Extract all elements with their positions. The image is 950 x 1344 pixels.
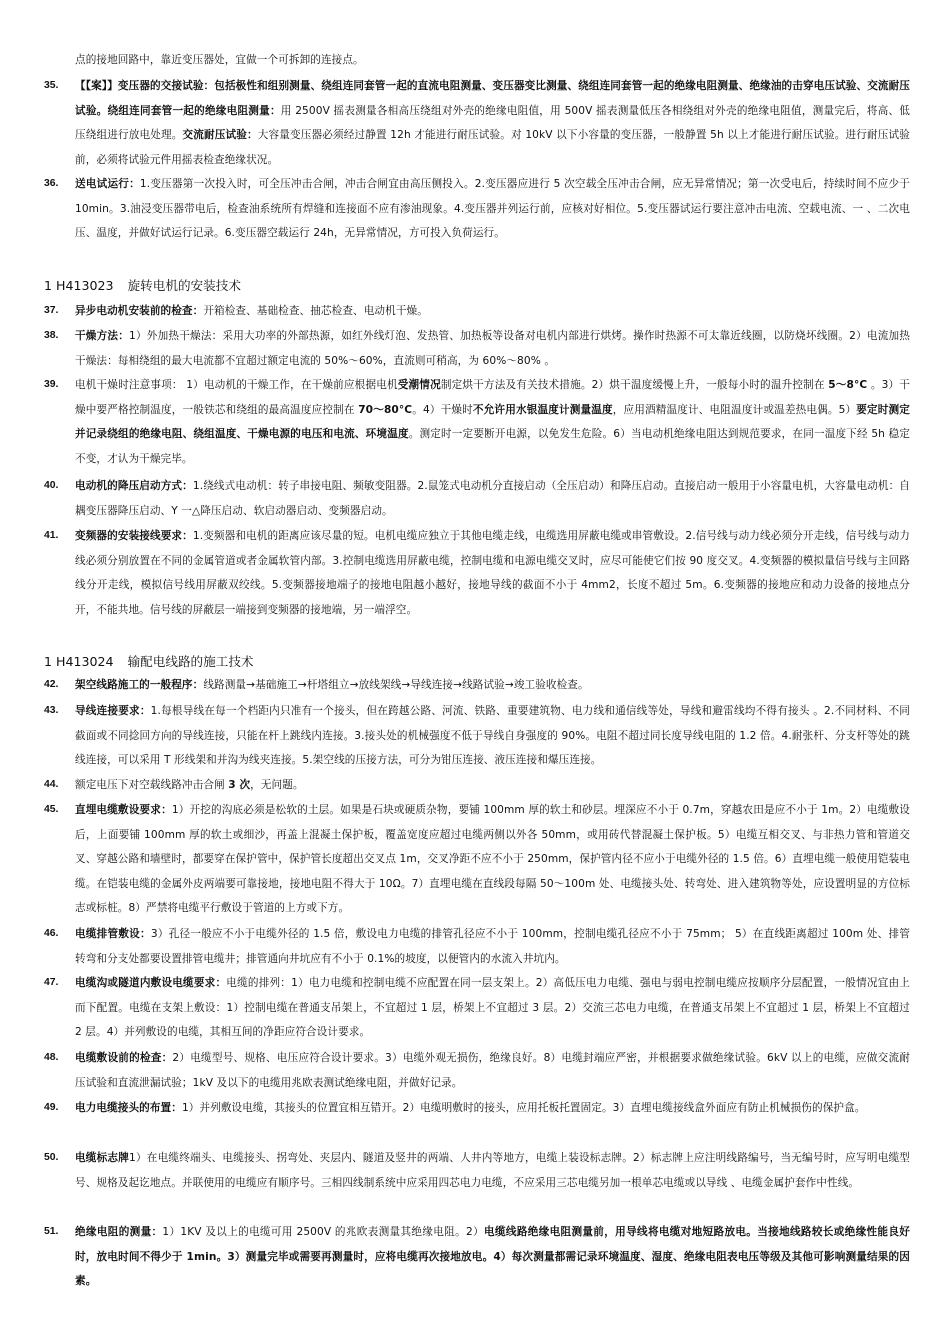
bold-text: 要定时测定并记录绕组的绝缘电阻、绕组温度、干燥电源的电压和电流、环境温度 <box>75 403 910 440</box>
item-number: 49. <box>44 1102 59 1113</box>
item-number: 44. <box>44 779 59 790</box>
bold-text: 电动机的降压启动方式： <box>75 480 193 492</box>
bold-text: 电缆沟或隧道内敷设电缆要求： <box>75 977 227 989</box>
section-heading <box>44 276 241 296</box>
body-text: 1）在电缆终端头、电缆接头、拐弯处、夹层内、隧道及竖井的两端、人井内等地方，电缆上装设标志牌。2）标志牌上应注明线路编号，当无编号时，应写明电缆型号、规格及起讫地点。并联使用的电缆应有顺序号。三相四线制系统中应采用四芯电力电缆，不应采用三芯电缆另加一根单芯电缆或以导线 、电缆金属护套作中性线。 <box>75 1152 910 1189</box>
item-number: 40. <box>44 480 59 491</box>
body-text: 额定电压下对空载线路冲击合闸 <box>75 779 229 791</box>
section-code: 1 H413023 <box>44 278 114 293</box>
body-text: 用 2500V 摇表测量各相高压绕组对外壳的绝缘电阻值，用 500V 摇表测量低压各相绕组对外壳的绝缘电阻值，测量完后，将高、低压绕组进行放电处理。 <box>75 104 910 141</box>
item-45 <box>75 798 910 921</box>
bold-text: 3 次 <box>228 779 251 791</box>
item-number: 46. <box>44 928 59 939</box>
body-text: 3）孔径一般应不小于电缆外径的 1.5 倍，敷设电力电缆的排管孔径应不小于 100mm，控制电缆孔径应不小于 75mm； 5）在直线距离超过 100m 处、排管转弯和分支处都要设置排管电缆井；排管通向井坑应有不小于 0.1%的坡度，以便管内的水流入井坑内。 <box>75 928 911 965</box>
body-text: 1）开挖的沟底必须是松软的土层。如果是石块或硬质杂物，要铺 100mm 厚的软土和砂层。埋深应不小于 0.7m，穿越农田是应不小于 1m。2）电缆敷设后，上面要铺 100mm 厚的软土或细沙，再盖上混凝土保护板，覆盖宽度应超过电缆两侧以外各 50mm，或用砖代替混凝土保护板。5）电缆互相交叉、与非热力管和管道交叉、穿越公路和墙壁时，都要穿在保护管中，保护管长度超出交叉点 1m，交叉净距不应不小于 250mm，保护管内径不应小于电缆外径的 1.5 倍。6）直埋电缆一般使用铠装电缆。在铠装电缆的金属外皮两端要可靠接地，接地电阻不得大于 10Ω。7）直埋电缆在直线段每隔 50～100m 处、电缆接头处、转弯处、进入建筑物等处，应设置明显的方位标志或标桩。8）严禁将电缆平行敷设于管道的上方或下方。 <box>75 804 910 914</box>
item-number: 45. <box>44 804 59 815</box>
continuation-line: 点的接地回路中，靠近变压器处，宜做一个可拆卸的连接点。 <box>75 54 364 66</box>
item-47 <box>75 971 910 1045</box>
item-46 <box>75 922 910 971</box>
body-text: 2）电缆型号、规格、电压应符合设计要求。3）电缆外观无损伤，绝缘良好。8）电缆封端应严密，并根据要求做绝缘试验。6kV 以上的电缆，应做交流耐压试验和直流泄漏试验；1kV 及以下的电缆用兆欧表测试绝缘电阻，并做好记录。 <box>75 1052 910 1089</box>
item-number: 50. <box>44 1152 59 1163</box>
item-51 <box>75 1220 910 1294</box>
body-text: 。测定时一定要断开电源，以免发生危险。6）当电动机绝缘电阻达到规范要求，在同一温度下经 5h 稳定不变，才认为干燥完毕。 <box>75 428 910 465</box>
item-number: 42. <box>44 679 59 690</box>
item-39 <box>75 373 910 471</box>
item-35 <box>75 74 910 172</box>
item-number: 41. <box>44 530 59 541</box>
body-text: 电缆的排列：1）电力电缆和控制电缆不应配置在同一层支架上。2）高低压电力电缆、强电与弱电控制电缆应按顺序分层配置，一般情况宜由上而下配置。电缆在支架上敷设：1）控制电缆在普通支吊架上，不宜超过 1 层，桥架上不宜超过 3 层。2）交流三芯电力电缆，在普通支吊架上不宜超过 1 层，桥架上不宜超过 2 层。4）并列敷设的电缆，其相互间的净距应符合设计要求。 <box>75 977 910 1038</box>
item-36 <box>75 172 910 246</box>
item-number: 43. <box>44 705 59 716</box>
body-text: 1）1KV 及以上的电缆可用 2500V 的兆欧表测量其绝缘电阻。2） <box>162 1226 485 1238</box>
body-text: 1）并列敷设电缆，其接头的位置宜相互错开。2）电缆明敷时的接头，应用托板托置固定。3）直埋电缆接线盒外面应有防止机械损伤的保护盒。 <box>181 1102 866 1114</box>
body-text: 开箱检查、基础检查、抽芯检查、电动机干燥。 <box>203 305 428 317</box>
bold-text: 5～8°C <box>828 379 868 391</box>
item-number: 37. <box>44 305 59 316</box>
section-title: 输配电线路的施工技术 <box>127 654 254 669</box>
bold-text: 送电试运行： <box>75 178 140 190</box>
item-43 <box>75 699 910 773</box>
item-38 <box>75 324 910 373</box>
body-text: 大容量变压器必须经过静置 12h 才能进行耐压试验。对 10kV 以下小容量的变压器，一般静置 5h 以上才能进行耐压试验。进行耐压试验前，必须将试验元件用摇表检查绝缘状况。 <box>75 129 910 166</box>
item-number: 38. <box>44 330 59 341</box>
item-42 <box>75 673 910 698</box>
bold-text: 直埋电缆敷设要求： <box>75 804 172 816</box>
body-text: 线路测量→基础施工→杆塔组立→放线架线→导线连接→线路试验→竣工验收检查。 <box>203 679 589 691</box>
body-text: 1.每根导线在每一个档距内只准有一个接头，但在跨越公路、河流、铁路、重要建筑物、电力线和通信线等处，导线和避雷线均不得有接头 。2.不同材料、不同截面或不同捻回方向的导线连接，只能在杆上跳线内连接。3.接头处的机械强度不低于导线自身强度的 90%。电阻不超过同长度导线电阻的 1.2 倍。4.耐张杆、分支杆等处的跳线连接，可以采用 T 形线架和并沟为线夹连接。5.架空线的压接方法，可分为钳压连接、液压连接和爆压连接。 <box>75 705 910 766</box>
bold-text: 变频器的安装接线要求： <box>75 530 193 542</box>
item-number: 48. <box>44 1052 59 1063</box>
bold-text: 电缆标志牌 <box>75 1152 130 1164</box>
item-37 <box>75 299 910 324</box>
item-number: 36. <box>44 178 59 189</box>
body-text: 。3）干燥中要严格控制温度，一般铁芯和绕组的最高温度应控制在 <box>75 379 910 416</box>
bold-text: 【【案】】变压器的交接试验：包括极性和组别测量、绕组连同套管一起的直流电阻测量、变压器变比测量、绕组连同套管一起的绝缘电阻测量、绝缘油的击穿电压试验、交流耐压试验。绕组连同套管一起的绝缘电阻测量： <box>75 80 910 117</box>
body-text: 制定烘干方法及有关技术措施。2）烘干温度缓慢上升，一般每小时的温升控制在 <box>440 379 829 391</box>
body-text: 1.绕线式电动机：转子串接电阻、频敏变阻器。2.鼠笼式电动机分直接启动（全压启动）和降压启动。直接启动一般用于小容量电机，大容量电动机：自耦变压器降压启动、Y 一△降压启动、软启动器启动、变频器启动。 <box>75 480 910 517</box>
bold-text: 导线连接要求： <box>75 705 151 717</box>
item-40 <box>75 474 910 523</box>
bold-text: 电缆线路绝缘电阻测量前，用导线将电缆对地短路放电。当接地线路较长或绝缘性能良好时，放电时间不得少于 1min。3）测量完毕或需要再测量时，应将电缆再次接地放电。4）每次测量都需记录环境温度、湿度、绝缘电阻表电压等级及其他可影响测量结果的因素。 <box>75 1226 910 1287</box>
body-text: 1.变压器第一次投入时，可全压冲击合闸，冲击合闸宜由高压侧投入。2.变压器应进行 5 次空载全压冲击合闸，应无异常情况；第一次受电后，持续时间不应少于 10min。3.油浸变压器带电后，检查油系统所有焊缝和连接面不应有渗油现象。4.变压器并列运行前，应核对好相位。5.变压器试运行要注意冲击电流、空载电流、一 、二次电压、温度，并做好试运行记录。6.变压器空载运行 24h，无异常情况，方可投入负荷运行。 <box>75 178 910 239</box>
section-code: 1 H413024 <box>44 654 114 669</box>
body-text: ，应用酒精温度计、电阻温度计或温差热电偶。5） <box>612 403 857 416</box>
body-text: 。4）干燥时 <box>412 403 473 416</box>
item-50 <box>75 1146 910 1195</box>
item-41 <box>75 524 910 622</box>
section-title: 旋转电机的安装技术 <box>127 278 241 293</box>
bold-text: 70～80°C <box>358 403 413 416</box>
item-number: 51. <box>44 1226 59 1237</box>
bold-text: 不允许用水银温度计测量温度 <box>472 403 613 416</box>
bold-text: 电缆敷设前的检查： <box>75 1052 173 1064</box>
bold-text: 绝缘电阻的测量： <box>75 1226 163 1238</box>
item-49 <box>75 1096 910 1121</box>
item-number: 39. <box>44 379 59 390</box>
body-text: ，无问题。 <box>250 779 304 791</box>
body-text: 电机干燥时注意事项： 1）电动机的干燥工作，在干燥前应根据电机 <box>75 379 398 391</box>
bold-text: 受潮情况 <box>397 379 441 391</box>
bold-text: 异步电动机安装前的检查： <box>75 305 204 317</box>
section-heading <box>44 652 254 672</box>
item-number: 47. <box>44 977 59 988</box>
item-48 <box>75 1046 910 1095</box>
body-text: 1.变频器和电机的距离应该尽量的短。电机电缆应独立于其他电缆走线，电缆选用屏蔽电缆或串管敷设。2.信号线与动力线必须分开走线，信号线与动力线必须分别放置在不同的金属管道或者金属软管内部。3.控制电缆选用屏蔽电缆，控制电缆和电源电缆交叉时，应尽可能使它们按 90 度交叉。4.变频器的模拟量信号线与主回路线分开走线，模拟信号线用屏蔽双绞线。5.变频器接地端子的接地电阻越小越好，接地导线的截面不小于 4mm2，长度不超过 5m。6.变频器的接地应和动力设备的接地点分开，不能共地。信号线的屏蔽层一端接到变频器的接地端，另一端浮空。 <box>75 530 910 616</box>
bold-text: 电力电缆接头的布置： <box>75 1102 182 1114</box>
item-number: 35. <box>44 80 59 91</box>
bold-text: 架空线路施工的一般程序： <box>75 679 204 691</box>
bold-text: 电缆排管敷设： <box>75 928 151 940</box>
bold-text: 交流耐压试验： <box>182 129 258 141</box>
item-44 <box>75 773 910 798</box>
bold-text: 干燥方法： <box>75 330 130 342</box>
body-text: 1）外加热干燥法：采用大功率的外部热源，如红外线灯泡、发热管、加热板等设备对电机内部进行烘烤。操作时热源不可太靠近线圈，以防烧坏线圈。2）电流加热干燥法：每相绕组的最大电流都不宜超过额定电流的 50%～60%，直流则可稍高，为 60%～80% 。 <box>75 330 910 367</box>
